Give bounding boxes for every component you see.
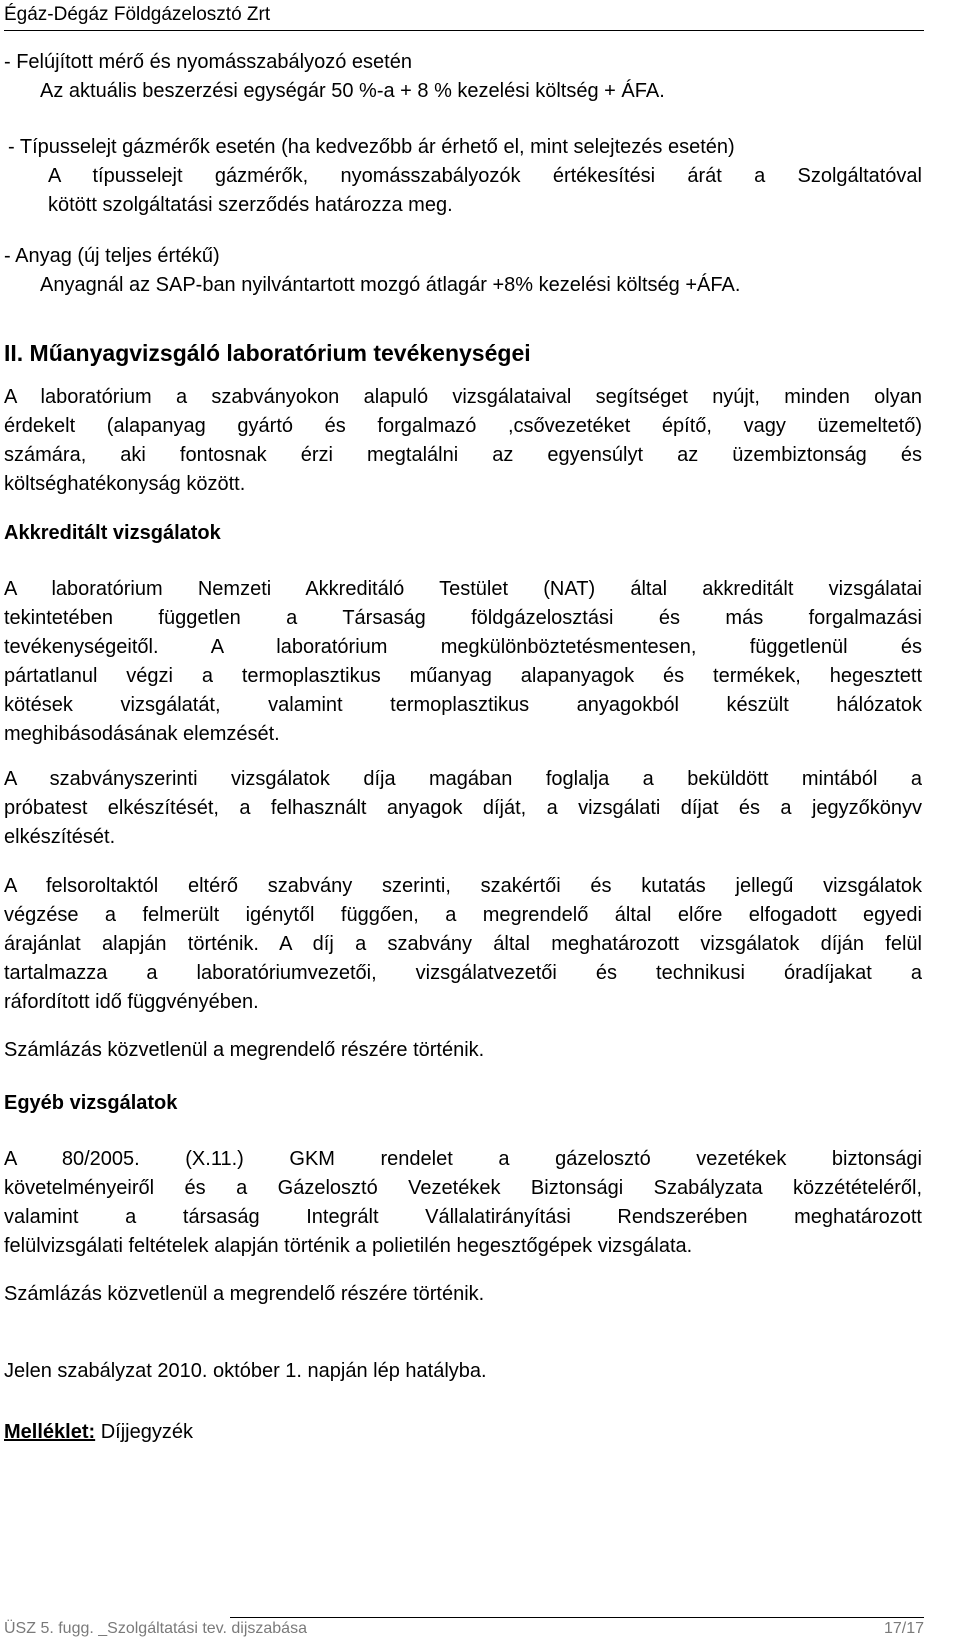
page-header: Égáz-Dégáz Földgázelosztó Zrt bbox=[4, 4, 271, 25]
paragraph-line: elkészítését. bbox=[4, 826, 116, 848]
list-item-body: Anyagnál az SAP-ban nyilvántartott mozgó átlagár +8% kezelési költség +ÁFA. bbox=[40, 274, 741, 296]
list-item-body: Az aktuális beszerzési egységár 50 %-a + 8 % kezelési költség + ÁFA. bbox=[40, 80, 665, 102]
page-footer bbox=[4, 1618, 924, 1640]
list-item-body: kötött szolgáltatási szerződés határozza meg. bbox=[48, 194, 453, 216]
paragraph-line: valamint a társaság Integrált Vállalatirányítási Rendszerében meghatározott bbox=[4, 1206, 922, 1228]
accredited-paragraph-2 bbox=[4, 765, 922, 852]
list-item-material bbox=[4, 242, 922, 300]
paragraph-line: végzése a felmerült igénytől függően, a megrendelő által előre elfogadott egyedi bbox=[4, 904, 922, 926]
paragraph-line: pártatlanul végzi a termoplasztikus műanyag alapanyagok és termékek, hegesztett bbox=[4, 665, 922, 687]
accredited-paragraph-3 bbox=[4, 872, 922, 1017]
other-paragraph-1 bbox=[4, 1145, 922, 1261]
footer-page-number: 17/17 bbox=[883, 1620, 924, 1637]
paragraph-line: érdekelt (alapanyag gyártó és forgalmazó ,csővezetéket építő, vagy üzemeltető) bbox=[4, 415, 922, 437]
paragraph-line: meghibásodásának elemzését. bbox=[4, 723, 280, 745]
footer-doc-title: ÜSZ 5. fugg. _Szolgáltatási tev. dijszabása bbox=[4, 1620, 307, 1637]
paragraph-line: tevékenységeitől. A laboratórium megkülönböztetésmentesen, függetlenül és bbox=[4, 636, 922, 658]
paragraph-line: A 80/2005. (X.11.) GKM rendelet a gázelosztó vezetékek biztonsági bbox=[4, 1148, 922, 1170]
paragraph-line: számára, aki fontosnak érzi megtalálni az egyensúlyt az üzembiztonság és bbox=[4, 444, 922, 466]
paragraph-line: A laboratórium Nemzeti Akkreditáló Testület (NAT) által akkreditált vizsgálatai bbox=[4, 578, 922, 600]
paragraph-line: árajánlat alapján történik. A díj a szabvány által meghatározott vizsgálatok díján felül bbox=[4, 933, 922, 955]
paragraph-line: próbatest elkészítését, a felhasznált anyagok díját, a vizsgálati díjat és a jegyzőkönyv bbox=[4, 797, 922, 819]
effective-date bbox=[4, 1357, 922, 1386]
paragraph-line: költséghatékonyság között. bbox=[4, 473, 246, 495]
accredited-billing bbox=[4, 1036, 922, 1065]
attachment-label: Melléklet: bbox=[4, 1421, 96, 1443]
effective-text: Jelen szabályzat 2010. október 1. napján lép hatályba. bbox=[4, 1360, 487, 1382]
list-item-title: - Felújított mérő és nyomásszabályozó esetén bbox=[4, 51, 412, 73]
list-item-title: - Anyag (új teljes értékű) bbox=[4, 245, 220, 267]
paragraph-line: kötések vizsgálatát, valamint termoplasztikus anyagokból készült hálózatok bbox=[4, 694, 922, 716]
list-item-type-scrap-meter bbox=[4, 133, 922, 220]
other-heading: Egyéb vizsgálatok bbox=[4, 1092, 178, 1114]
other-billing bbox=[4, 1280, 922, 1309]
list-item-renovated-meter bbox=[4, 48, 922, 106]
paragraph-line: A szabványszerinti vizsgálatok díja magában foglalja a beküldött mintából a bbox=[4, 768, 922, 790]
billing-text: Számlázás közvetlenül a megrendelő részére történik. bbox=[4, 1283, 485, 1305]
paragraph-line: tekintetében független a Társaság földgázelosztási és más forgalmazási bbox=[4, 607, 922, 629]
paragraph-line: ráfordított idő függvényében. bbox=[4, 991, 259, 1013]
list-item-title: - Típusselejt gázmérők esetén (ha kedvezőbb ár érhető el, mint selejtezés esetén) bbox=[8, 136, 735, 158]
billing-text: Számlázás közvetlenül a megrendelő részére történik. bbox=[4, 1039, 485, 1061]
section-intro-paragraph bbox=[4, 383, 922, 499]
paragraph-line: A laboratórium a szabványokon alapuló vizsgálataival segítséget nyújt, minden olyan bbox=[4, 386, 922, 408]
accredited-heading: Akkreditált vizsgálatok bbox=[4, 522, 221, 544]
paragraph-line: tartalmazza a laboratóriumvezetői, vizsgálatvezetői és technikusi óradíjakat a bbox=[4, 962, 922, 984]
list-item-body: A típusselejt gázmérők, nyomásszabályozók értékesítési árát a Szolgáltatóval bbox=[48, 165, 922, 187]
paragraph-line: A felsoroltaktól eltérő szabvány szerinti, szakértői és kutatás jellegű vizsgálatok bbox=[4, 875, 922, 897]
paragraph-line: követelményeiről és a Gázelosztó Vezetékek Biztonsági Szabályzata közzétételéről, bbox=[4, 1177, 922, 1199]
accredited-paragraph-1 bbox=[4, 575, 922, 749]
section-title: II. Műanyagvizsgáló laboratórium tevékenységei bbox=[4, 340, 531, 366]
attachment-value: Díjjegyzék bbox=[95, 1421, 193, 1443]
attachment-line bbox=[4, 1418, 193, 1447]
paragraph-line: felülvizsgálati feltételek alapján történik a polietilén hegesztőgépek vizsgálata. bbox=[4, 1235, 693, 1257]
header-rule bbox=[4, 30, 924, 31]
